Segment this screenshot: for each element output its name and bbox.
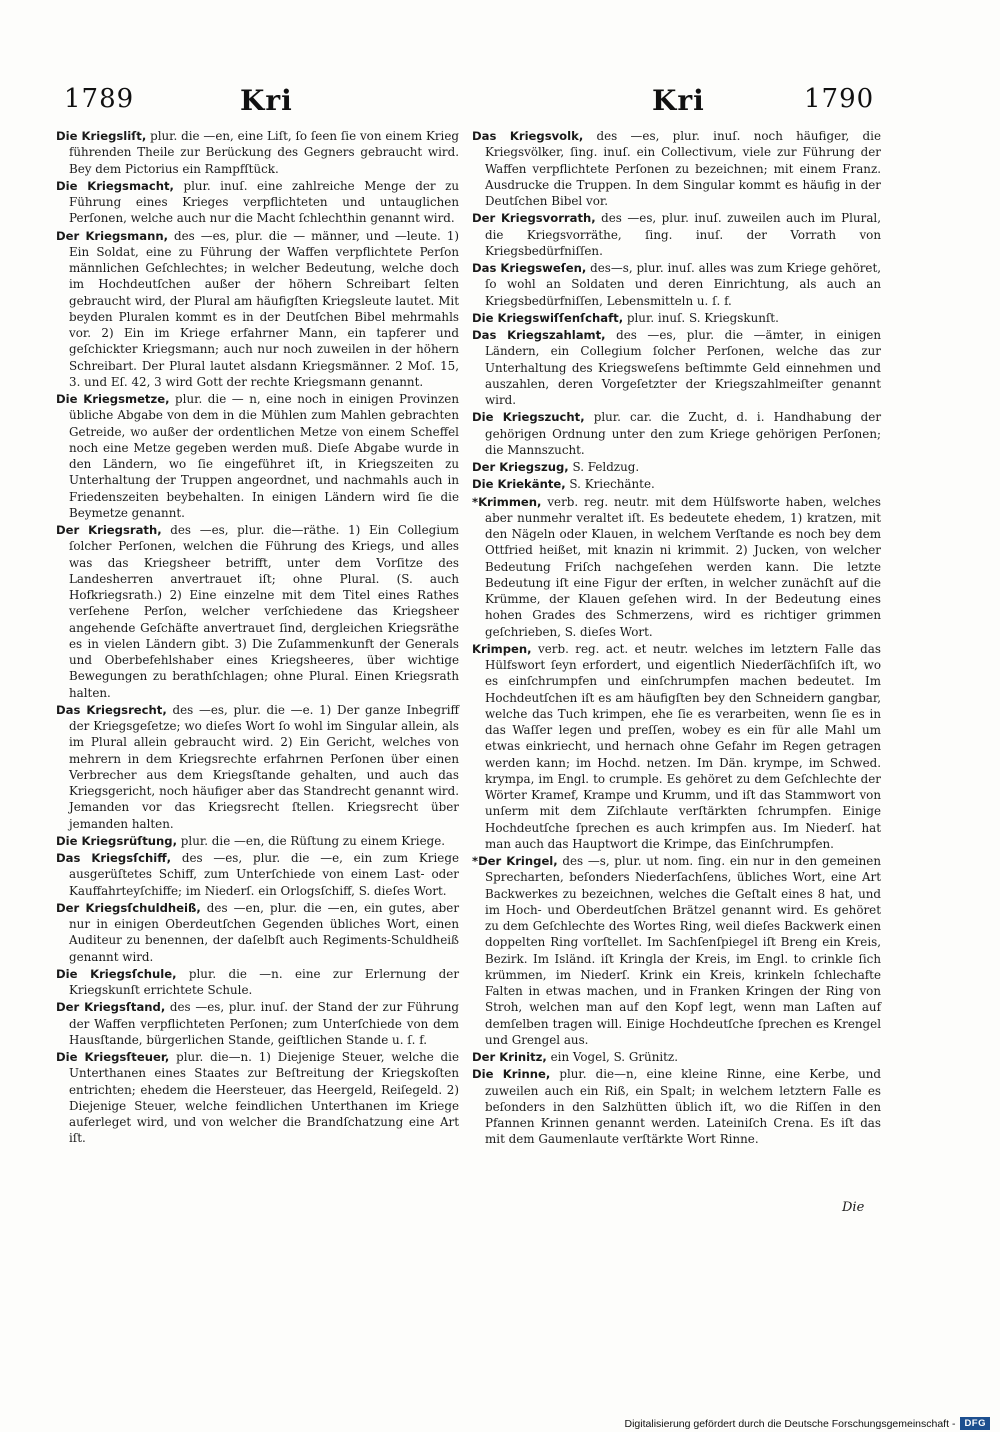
entry-text: des —es, plur. inuſ. zuweilen auch im Plural, die Kriegsvorräthe, ſing. inuſ. der Vorrath von Kriegsbedürfniſſen.	[485, 211, 881, 258]
entry-text: ein Vogel, S. Grünitz.	[550, 1050, 678, 1064]
entry-headword: Die Krinne,	[472, 1067, 551, 1082]
entry-text: plur. die — n, eine noch in einigen Provinzen übliche Abgabe von dem in die Mühlen zum Mahlen gebrachten Getreide, wo außer der ordentlichen Metze von einem Scheffel noch eine Metze gegeben werden muß. Dieſe Abgabe wurde in den Ländern, wo ſie eingeführet iſt, in Kriegszeiten zu Unterhaltung der Truppen angeordnet, und nachmahls auch in Friedenszeiten beybehalten. In einigen Ländern wird ſie die Beymetze genannt.	[69, 392, 459, 520]
entry-text: plur. die —en, die Rüſtung zu einem Kriege.	[180, 833, 446, 848]
right-column	[472, 128, 881, 1149]
dictionary-entry	[56, 833, 459, 849]
dictionary-entry	[56, 228, 459, 391]
dictionary-entry	[472, 210, 881, 259]
entry-headword: Die Kriegsſchule,	[56, 966, 177, 981]
credit-text: Digitalisierung gefördert durch die Deutsche Forschungsgemeinschaft -	[624, 1417, 956, 1430]
entry-text: verb. reg. act. et neutr. welches im letztern Falle das Hülfswort ſeyn erfordert, und eigentlich Niederſächſiſch iſt, wo es einſchrumpfen und einſchrumpfen machen bedeutet. Im Hochdeutſchen iſt es am häufigſten bey den Schneidern gangbar, welche das Tuch krimpen, ehe ſie es verarbeiten, wenn ſie es in das Waſſer legen und preſſen, wobey es ein für alle Mahl um etwas einkriecht, und hernach ohne Gefahr im Regen getragen werden kann; im Hochd. netzen. Im Dän. krympe, im Schwed. krympa, im Engl. to crumple. Es gehöret zu dem Geſchlechte der Wörter Kramef, Krampe und Krumm, und iſt das Stammwort von unſerm mit dem Ziſchlaute verſtärkten ſchrumpfen. Einige Hochdeutſche ſprechen es auch krimpfen aus. Im Niederſ. hat man auch das Hauptwort die Krimpe, das Einſchrumpfen.	[485, 641, 881, 851]
entry-headword: Das Kriegsvolk,	[472, 129, 584, 143]
entry-text: des —es, plur. die — männer, und —leute. 1) Ein Soldat, eine zu Führung der Waffen verpflichtete Perſon männlichen Geſchlechtes; in welcher Bedeutung, welche doch im Hochdeutſchen außer der höhern Schreibart ſelten gebraucht wird, der Plural am häufigſten Kriegsleute lautet. Mit beyden Pluralen kommt es in der Deutſchen Bibel mehrmahls vor. 2) Ein im Kriege erfahrner Mann, ein tapferer und geſchickter Kriegsmann; auch nur noch zuweilen in der höhern Schreibart. Der Plural lautet alsdann Kriegsmänner. 2 Moſ. 15, 3. und Eſ. 42, 3 wird Gott der rechte Kriegsmann genannt.	[69, 228, 460, 389]
right-running-head: Kri	[652, 84, 705, 117]
entry-text: des —es, plur. inuſ. der Stand der zur Führung der Waffen verpflichteten Perſonen; zum Unterſchiede von dem Hausſtande, bürgerlichen Stande, geiſtlichen Stande u. ſ. f.	[69, 1000, 460, 1047]
dictionary-entry	[472, 327, 881, 408]
entry-headword: Der Kriegsſchuldheiß,	[56, 900, 201, 915]
dictionary-entry	[472, 641, 881, 852]
entry-text: des —s, plur. ut nom. ſing. ein nur in den gemeinen Sprecharten, beſonders Niederſachſens, übliches Wort, eine Art Backwerkes zu bezeichnen, welches die Geſtalt eines 8 hat, und im Hoch- und Oberdeutſchen Brätzel genannt wird. Es gehöret zu dem Geſchlechte des Wortes Ring, weil dieſes Backwerk einen doppelten Ring vorſtellet. Im Sachſenſpiegel iſt Breng ein Kreis, Bezirk. Im Isländ. iſt Kringla der Kreis, im Engl. to crinkle ſich krümmen, im Niederſ. Krink ein Kreis, krinkeln ſchlechafte Falten in etwas machen, und in Franken Kringen der Ring von Stroh, welchen man auf den Kopf legt, wenn man Laſten auf demſelben tragen will. Einige Hochdeutſche ſprechen es Krengel und Grengel aus.	[485, 854, 881, 1047]
dictionary-entry	[472, 459, 881, 475]
entry-text: plur. car. die Zucht, d. i. Handhabung der gehörigen Ordnung unter den zum Kriege gehörigen Perſonen; die Mannszucht.	[485, 410, 882, 457]
dictionary-entry	[472, 853, 881, 1048]
entry-text: plur. inuſ. eine zahlreiche Menge der zu Führung eines Krieges verpflichteten und untauglichen Perſonen, welche auch nur die Macht ſchlechthin genannt wird.	[69, 178, 459, 226]
right-page-number: 1790	[804, 84, 875, 114]
entry-headword: *Krimmen,	[472, 494, 542, 509]
entry-text: S. Feldzug.	[572, 460, 640, 474]
entry-text: S. Kriechänte.	[569, 477, 655, 492]
entry-headword: Der Kriegsmann,	[56, 228, 169, 243]
entry-text: des —es, plur. die —ämter, in einigen Ländern, ein Collegium ſolcher Perſonen, welche das zur Unterhaltung des Kriegsweſens beſtimmte Geld einnehmen und auszahlen, deren Vorgeſetzter der Kriegszahlmeiſter genannt wird.	[485, 328, 882, 407]
entry-text: des —es, plur. inuſ. noch häufiger, die Kriegsvölker, ſing. inuſ. ein Collectivum, viele zur Führung der Waffen verpflichtete Perſonen zu bezeichnen; mit einem Franz. Ausdrucke die Truppen. In dem Singular kommt es häufig in der Deutſchen Bibel vor.	[485, 129, 881, 208]
dictionary-entry	[56, 178, 459, 227]
entry-headword: Der Krinitz,	[472, 1050, 547, 1064]
entry-headword: Das Kriegsrecht,	[56, 702, 167, 717]
dfg-logo: DFG	[960, 1417, 990, 1430]
entry-headword: Das Kriegsweſen,	[472, 261, 587, 275]
digitization-credit	[625, 1417, 990, 1430]
entry-headword: Der Kriegsvorrath,	[472, 211, 596, 226]
dictionary-entry	[472, 260, 881, 309]
entry-headword: Die Kriegsmetze,	[56, 392, 170, 406]
dictionary-entry	[56, 966, 459, 999]
entry-text: verb. reg. neutr. mit dem Hülfsworte haben, welches aber nunmehr veraltet iſt. Es bedeutete ehedem, 1) kratzen, mit den Nägeln oder Klauen, in welchem Verſtande es noch bey dem Ottfried heißet, mit knazin ni krimmit. 2) Jucken, von welcher Bedeutung Friſch nachgeſehen werden kann. Die letzte Bedeutung iſt eine Figur der erſten, in welcher zunächſt auf die Krümme, der Klauen geſehen wird. In der Bedeutung eines hohen Grades des Schmerzens, wird es richtiger grimmen geſchrieben, S. dieſes Wort.	[485, 494, 881, 639]
entry-text: plur. die —n. eine zur Erlernung der Kriegskunſt errichtete Schule.	[69, 966, 460, 997]
dictionary-entry	[472, 494, 881, 640]
dictionary-entry	[472, 310, 881, 326]
entry-headword: Die Kriegsſteuer,	[56, 1050, 170, 1064]
entry-text: plur. die—n. 1) Diejenige Steuer, welche die Unterthanen eines Staates zur Beſtreitung der Kriegskoſten entrichten; ehedem die Heersteuer, das Heergeld, Reiſegeld. 2) Diejenige Steuer, welche feindlichen Unterthanen im Kriege auferleget wird, und von welcher die Brandſchatzung eine Art iſt.	[69, 1050, 459, 1146]
entry-text: plur. die —en, eine Liſt, ſo ſeen ſie von einem Krieg führenden Theile zur Berückung des Gegners gebraucht wird. Bey dem Pictorius ein Rampfſtück.	[69, 129, 459, 176]
entry-headword: Krimpen,	[472, 641, 532, 656]
left-page-number: 1789	[64, 84, 135, 114]
entry-text: plur. die—n, eine kleine Rinne, eine Kerbe, und zuweilen auch ein Riß, ein Spalt; in welchem letztern Falle es beſonders in den Salzhütten üblich iſt, wo die Riſſen in den Pfannen Krinnen genannt werden. Lateiniſch Crena. Es iſt das mit dem Gaumenlaute verſtärkte Wort Rinne.	[485, 1067, 882, 1147]
entry-headword: *Der Kringel,	[472, 854, 558, 868]
dictionary-entry	[56, 900, 459, 965]
entry-headword: Die Kriegsliſt,	[56, 129, 147, 143]
dictionary-entry	[472, 409, 881, 458]
dictionary-entry	[472, 128, 881, 209]
entry-headword: Die Kriegszucht,	[472, 410, 585, 425]
dictionary-entry	[472, 1066, 881, 1147]
entry-text: des—s, plur. inuſ. alles was zum Kriege gehöret, ſo wohl an Soldaten und deren Einrichtung, als auch an Kriegsbedürfniſſen, Lebensmitteln u. ſ. f.	[485, 261, 882, 308]
entry-text: des —en, plur. die —en, ein gutes, aber nur in einigen Oberdeutſchen Gegenden übliches Wort, einen Auditeur zu benennen, der daſelbſt auch Regiments-Schuldheiß genannt wird.	[69, 900, 460, 964]
entry-headword: Die Kriegsrüſtung,	[56, 833, 178, 848]
entry-headword: Die Kriegsmacht,	[56, 178, 174, 193]
left-column	[56, 128, 459, 1148]
entry-text: des —es, plur. die —e. 1) Der ganze Inbegriff der Kriegsgeſetze; wo dieſes Wort ſo wohl im Singular allein, als im Plural allein gebraucht wird. 2) Ein Gericht, welches von mehrern in dem Kriegsrechte erfahrnen Perſonen über einen Verbrecher aus dem Kriegsſtande gehalten, und auch das Kriegsgericht, noch häufiger aber das Standrecht genannt wird. Jemanden vor das Kriegsrecht ſtellen. Kriegsrecht über jemanden halten.	[69, 702, 460, 831]
dictionary-entry	[56, 391, 459, 521]
dictionary-entry	[472, 476, 881, 492]
entry-headword: Der Kriegszug,	[472, 460, 569, 474]
entry-text: des —es, plur. die —e, ein zum Kriege ausgerüſtetes Schiff, zum Unterſchiede von einem Last- oder Kauffahrteyſchiffe; im Niederſ. ein Orlogsſchiff, S. dieſes Wort.	[69, 851, 459, 898]
entry-headword: Das Kriegszahlamt,	[472, 328, 606, 342]
dictionary-entry	[56, 850, 459, 899]
left-running-head: Kri	[240, 84, 293, 117]
catchword: Die	[842, 1200, 865, 1215]
dictionary-entry	[56, 1049, 459, 1147]
entry-text: plur. inuſ. S. Kriegskunſt.	[626, 310, 779, 325]
entry-headword: Der Kriegsſtand,	[56, 1000, 166, 1015]
entry-headword: Der Kriegsrath,	[56, 523, 162, 537]
entry-headword: Die Kriekänte,	[472, 477, 566, 492]
entry-headword: Die Kriegswiſſenſchaft,	[472, 310, 624, 325]
entry-headword: Das Kriegsſchiff,	[56, 851, 172, 865]
entry-text: des —es, plur. die—räthe. 1) Ein Collegium ſolcher Perſonen, welchen die Führung des Kriegs, und alles was das Kriegsheer betrifft, unter dem Vorſitze des Landesherren anvertrauet iſt; ohne Plural. (S. auch Hofkriegsrath.) 2) Eine einzelne mit dem Titel eines Rathes verſehene Perſon, welcher verſchiedene das Kriegsheer angehende Geſchäfte anvertrauet ſind, dergleichen Kriegsräthe es in vielen Ländern gibt. 3) Die Zuſammenkunft der Generals und Oberbefehlshaber eines Kriegsheeres, über wichtige Bewegungen zu berathſchlagen; ohne Plural. Einen Kriegsrath halten.	[69, 523, 459, 700]
dictionary-entry	[56, 128, 459, 177]
dictionary-entry	[472, 1049, 881, 1065]
dictionary-entry	[56, 702, 459, 832]
dictionary-entry	[56, 999, 459, 1048]
dictionary-entry	[56, 522, 459, 701]
